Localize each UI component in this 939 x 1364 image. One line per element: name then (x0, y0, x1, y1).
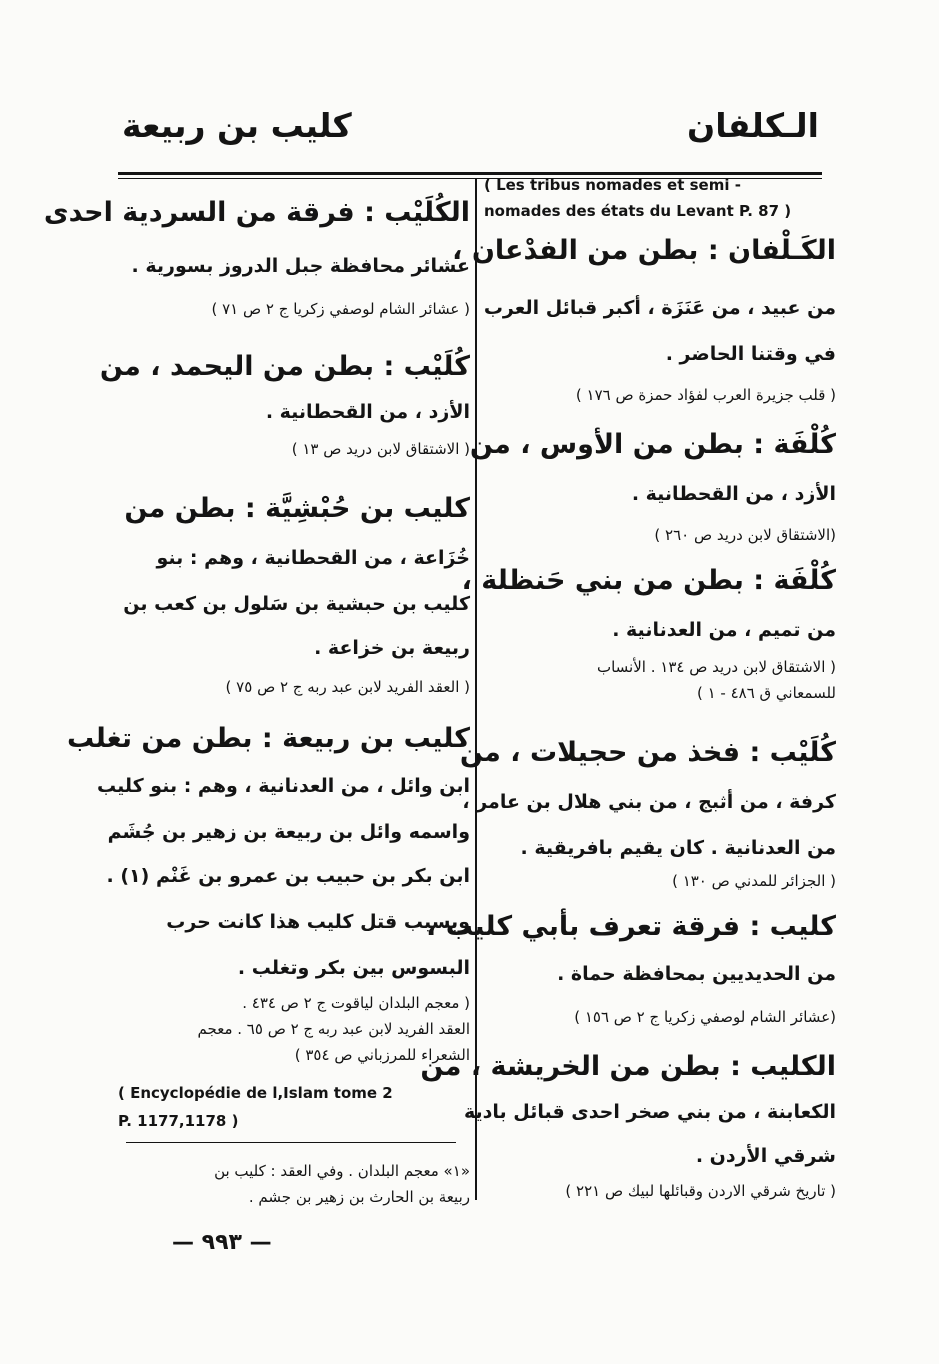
right-column-entry-text: كرفة ، من أثبج ، من بني هلال بن عامر ، (462, 791, 836, 813)
left-column-entry-heading: الكُلَيْب : فرقة من السردية احدى (43, 197, 470, 228)
footnote-line: «١» معجم البلدان . وفي العقد : كليب بن (214, 1162, 470, 1180)
right-column-entry-text: من الحديديين بمحافظة حماة . (557, 963, 836, 985)
running-head-left: كليب بن ربيعة (122, 106, 352, 145)
left-column-citation: العقد الفريد لابن عبد ربه ج ٢ ص ٦٥ . معجم (197, 1020, 470, 1038)
right-column-entry-text: من عبيد ، من عَنَزَة ، أكبر قبائل العرب (483, 297, 836, 319)
right-column-entry-text: شرقي الأردن . (695, 1145, 836, 1167)
right-column-citation: ( الاشتقاق لابن دريد ص ١٣٤ . الأنساب (596, 658, 836, 676)
right-column-citation: (عشائر الشام لوصفي زكريا ج ٢ ص ١٥٦ ) (574, 1008, 836, 1026)
left-column-citation: ( معجم البلدان لياقوت ج ٢ ص ٤٣٤ . (242, 994, 470, 1012)
right-column-entry-heading: الكليب : بطن من الخريشة ، من (420, 1051, 836, 1082)
right-column-citation: ( الجزائر للمدني ص ١٣٠ ) (672, 872, 836, 890)
right-column-citation: للسمعاني ق ٤٨٦ - ١ ) (696, 684, 836, 702)
left-column-entry-text: ربيعة بن خزاعة . (314, 637, 470, 659)
footnote-rule (126, 1142, 456, 1143)
right-column-citation: ( تاريخ شرقي الاردن وقبائلها لبيك ص ٢٢١ ) (565, 1182, 836, 1200)
right-column-entry-text: الأزد ، من القحطانية . (631, 483, 836, 505)
right-column-entry-heading: كليب : فرقة تعرف بأبي كليب ، (426, 911, 836, 942)
left-column-citation: ( عشائر الشام لوصفي زكريا ج ٢ ص ٧١ ) (211, 300, 470, 318)
right-column-entry-text: الكعابنة ، من بني صخر احدى قبائل بادية (463, 1101, 836, 1123)
right-column-entry-heading: الكَـلْفان : بطن من الفدْعان ، (452, 235, 836, 266)
right-column-entry-text: من تميم ، من العدنانية . (612, 619, 836, 641)
left-column-french-citation: ( Encyclopédie de l,Islam tome 2 (118, 1084, 393, 1102)
left-column-entry-text: وبسبب قتل كليب هذا كانت حرب (166, 911, 470, 933)
left-column-entry-text: البسوس بين بكر وتغلب . (237, 957, 470, 979)
left-column-entry-heading: كليب بن حُبْشِيَّة : بطن من (124, 493, 470, 524)
left-column-french-citation: P. 1177,1178 ) (118, 1112, 239, 1130)
running-head-right: الـكلفان (687, 106, 819, 145)
left-column-citation: ( الاشتقاق لابن دريد ص ١٣ ) (291, 440, 470, 458)
left-column-entry-heading: كليب بن ربيعة : بطن من تغلب (66, 723, 470, 754)
left-column-entry-text: الأزد ، من القحطانية . (265, 401, 470, 423)
footnote-line: ربيعة بن الحارث بن زهير بن جشم . (248, 1188, 470, 1206)
left-column-entry-text: ابن وائل ، من العدنانية ، وهم : بنو كليب (97, 775, 470, 797)
right-column-entry-heading: كُلْفَة : بطن من بني حَنظلة ، (461, 565, 836, 596)
left-column-entry-heading: كُلَيْب : بطن من اليحمد ، من (99, 351, 470, 382)
right-column-entry-text: من العدنانية . كان يقيم بافريقية . (520, 837, 836, 859)
right-column-french-citation: ( Les tribus nomades et semi - (484, 176, 741, 194)
right-column-french-citation: nomades des états du Levant P. 87 ) (484, 202, 792, 220)
right-column-entry-text: في وقتنا الحاضر . (665, 343, 836, 365)
right-column-citation: (الاشتقاق لابن دريد ص ٢٦٠ ) (654, 526, 836, 544)
right-column-citation: ( قلب جزيرة العرب لفؤاد حمزة ص ١٧٦ ) (575, 386, 836, 404)
page-number: — ٩٩٣ — (172, 1230, 272, 1255)
left-column-entry-text: ابن بكر بن حبيب بن عمرو بن غَنْم (١) . (106, 865, 470, 887)
left-column-citation: الشعراء للمرزباني ص ٣٥٤ ) (294, 1046, 470, 1064)
left-column-entry-text: عشائر محافظة جبل الدروز بسورية . (131, 255, 470, 277)
left-column-entry-text: خُزَاعة ، من القحطانية ، وهم : بنو (156, 547, 470, 569)
right-column-entry-heading: كُلَيْب : فخذ من حجيلات ، من (459, 737, 836, 768)
left-column-citation: ( العقد الفريد لابن عبد ربه ج ٢ ص ٧٥ ) (225, 678, 470, 696)
right-column-entry-heading: كُلْفَة : بطن من الأوس ، من (469, 429, 836, 460)
left-column-entry-text: كليب بن حبشية بن سَلول بن كعب بن (123, 593, 470, 615)
left-column-entry-text: واسمه وائل بن ربيعة بن زهير بن جُشَم (107, 821, 470, 843)
